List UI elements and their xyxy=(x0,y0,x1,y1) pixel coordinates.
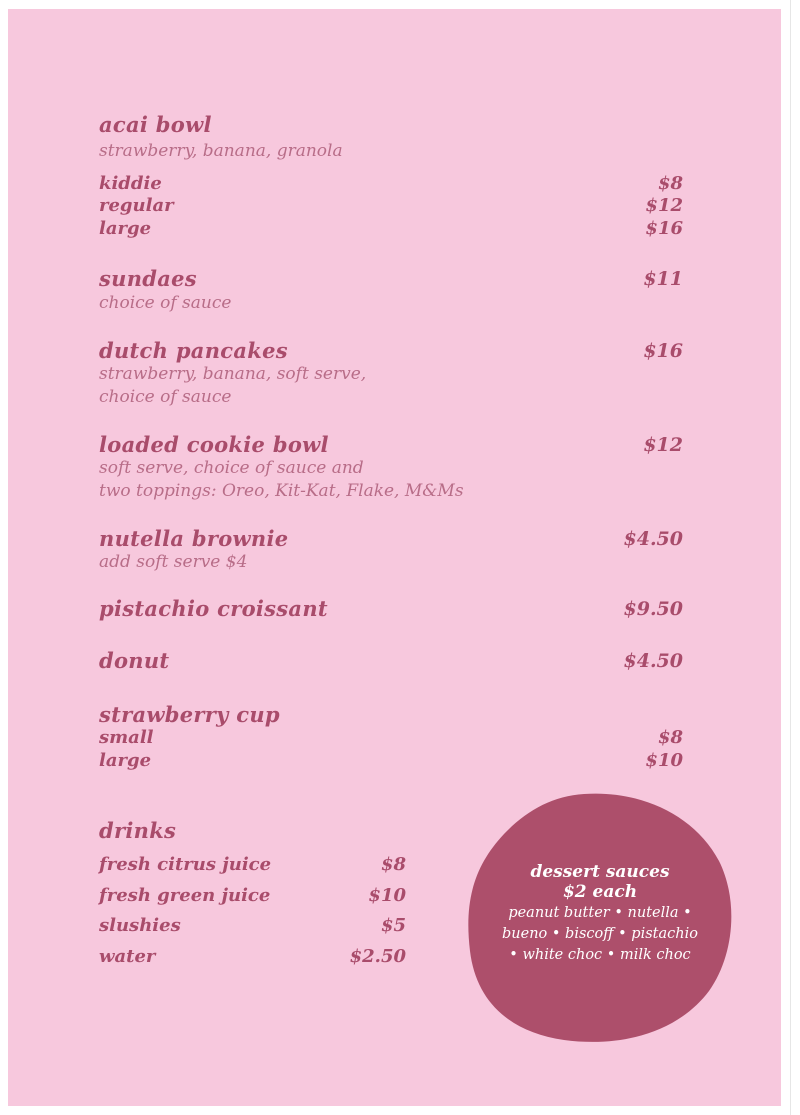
acai-price-regular: $12 xyxy=(645,195,683,216)
pancakes-title: dutch pancakes xyxy=(99,338,288,363)
drink-item-price: $8 xyxy=(380,854,406,875)
cookie-bowl-desc-line2: two toppings: Oreo, Kit-Kat, Flake, M&Ms xyxy=(99,481,464,501)
pancakes-desc-line1: strawberry, banana, soft serve, xyxy=(99,364,367,384)
strawberry-cup-price-small: $8 xyxy=(657,727,683,748)
cookie-bowl-title: loaded cookie bowl xyxy=(99,432,329,457)
donut-title: donut xyxy=(99,648,170,673)
acai-bowl-desc: strawberry, banana, granola xyxy=(99,141,343,161)
sauces-line-1: peanut butter • nutella • xyxy=(508,905,692,921)
sauces-line-2: bueno • biscoff • pistachio xyxy=(502,926,698,942)
drink-item-label: slushies xyxy=(99,915,181,936)
dessert-sauces-panel xyxy=(480,862,720,966)
acai-size-large: large xyxy=(99,218,152,239)
acai-size-regular: regular xyxy=(99,195,174,216)
sauces-subtitle: $2 each xyxy=(562,882,638,902)
acai-price-kiddie: $8 xyxy=(657,173,683,194)
brownie-price: $4.50 xyxy=(623,528,683,550)
acai-bowl-title: acai bowl xyxy=(99,112,212,137)
brownie-title: nutella brownie xyxy=(99,526,289,551)
strawberry-cup-price-large: $10 xyxy=(645,750,683,771)
sauces-list xyxy=(480,903,720,966)
drink-item-label: water xyxy=(99,946,156,967)
drink-item-label: fresh green juice xyxy=(99,885,271,906)
croissant-price: $9.50 xyxy=(623,598,683,620)
pancakes-desc-line2: choice of sauce xyxy=(99,387,232,407)
sauces-line-3: • white choc • milk choc xyxy=(509,947,691,963)
drink-item-price: $2.50 xyxy=(349,946,406,967)
brownie-desc: add soft serve $4 xyxy=(99,552,248,572)
strawberry-cup-size-large: large xyxy=(99,750,152,771)
croissant-title: pistachio croissant xyxy=(99,596,328,621)
sauces-title: dessert sauces xyxy=(530,862,670,882)
drinks-title: drinks xyxy=(99,818,177,843)
sundaes-desc: choice of sauce xyxy=(99,293,232,313)
drink-item-price: $5 xyxy=(380,915,406,936)
acai-price-large: $16 xyxy=(645,218,683,239)
strawberry-cup-title: strawberry cup xyxy=(99,702,280,727)
cookie-bowl-desc-line1: soft serve, choice of sauce and xyxy=(99,458,364,478)
donut-price: $4.50 xyxy=(623,650,683,672)
acai-size-kiddie: kiddie xyxy=(99,173,162,194)
strawberry-cup-size-small: small xyxy=(99,727,154,748)
pancakes-price: $16 xyxy=(643,340,683,362)
drink-item-label: fresh citrus juice xyxy=(99,854,272,875)
cookie-bowl-price: $12 xyxy=(643,434,683,456)
page-edge xyxy=(790,0,791,1115)
drink-item-price: $10 xyxy=(368,885,406,906)
sundaes-title: sundaes xyxy=(99,266,197,291)
sundaes-price: $11 xyxy=(643,268,683,290)
